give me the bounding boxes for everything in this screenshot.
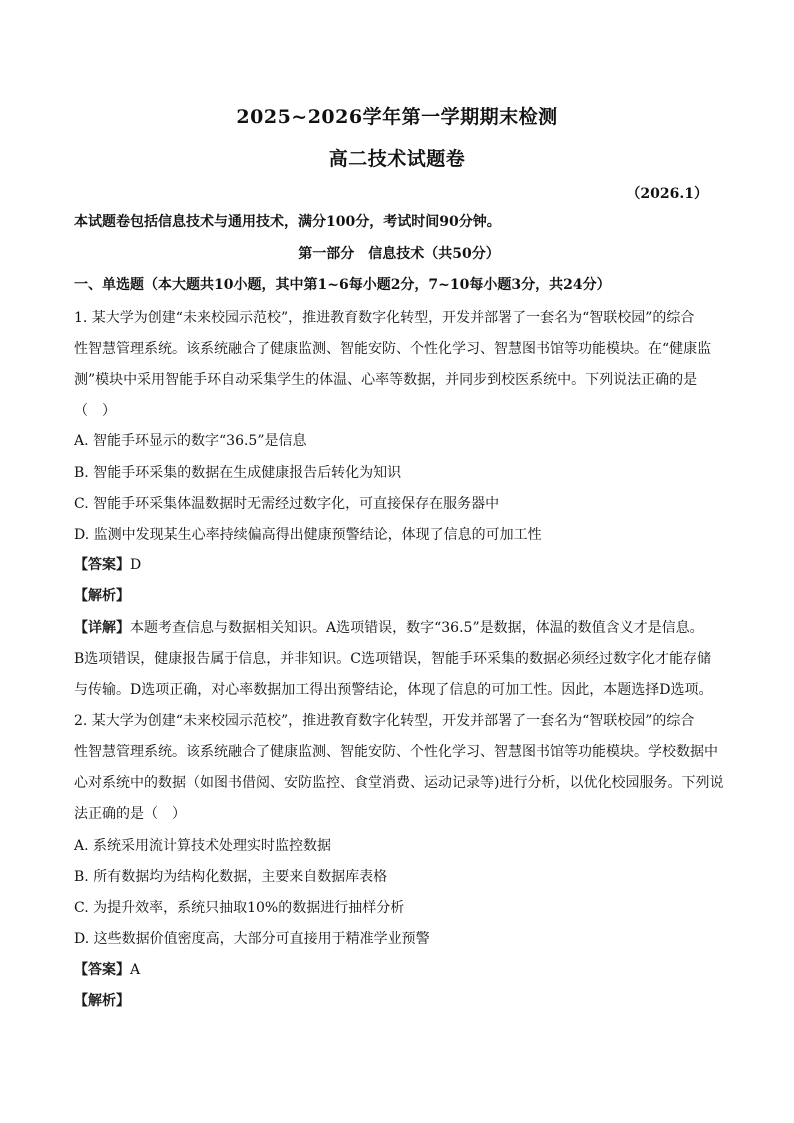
question-1-option-b: B. 智能手环采集的数据在生成健康报告后转化为知识: [74, 465, 402, 481]
analysis-label: 【解析】: [74, 993, 130, 1009]
question-2-option-c: C. 为提升效率，系统只抽取10%的数据进行抽样分析: [74, 900, 405, 916]
question-2-answer: [74, 960, 724, 980]
question-1-detail-line: B选项错误，健康报告属于信息，并非知识。C选项错误，智能手环采集的数据必须经过数字化才能存储: [74, 651, 711, 667]
question-2-option-a: A. 系统采用流计算技术处理实时监控数据: [74, 838, 332, 854]
question-2-analysis: [74, 991, 724, 1011]
answer-value: A: [130, 962, 141, 978]
question-1-stem-line: 性智慧管理系统。该系统融合了健康监测、智能安防、个性化学习、智慧图书馆等功能模块。在“健康监: [74, 341, 712, 357]
question-1-detail-line: 与传输。D选项正确，对心率数据加工得出预警结论，体现了信息的可加工性。因此，本题选择D选项。: [74, 682, 713, 698]
exam-date: （2026.1）: [626, 186, 708, 202]
question-1-option-d: D. 监测中发现某生心率持续偏高得出健康预警结论，体现了信息的可加工性: [74, 527, 542, 543]
question-1-detail-line: [74, 618, 724, 638]
question-1-option-a: A. 智能手环显示的数字“36.5”是信息: [74, 433, 307, 449]
question-1-answer: [74, 555, 724, 575]
detail-text: 本题考查信息与数据相关知识。A选项错误，数字“36.5”是数据，体温的数值含义才是信息。: [130, 620, 704, 636]
question-1-stem-line: 1. 某大学为创建“未来校园示范校”，推进教育数字化转型，开发并部署了一套名为“智联校园”的综合: [74, 310, 695, 326]
answer-label: 【答案】: [74, 962, 130, 978]
detail-label: 【详解】: [74, 620, 130, 636]
question-1-option-c: C. 智能手环采集体温数据时无需经过数字化，可直接保存在服务器中: [74, 496, 500, 512]
question-1-analysis: [74, 586, 724, 606]
answer-label: 【答案】: [74, 557, 130, 573]
question-2-stem-line: 心对系统中的数据（如图书借阅、安防监控、食堂消费、运动记录等)进行分析，以优化校园服务。下列说: [74, 775, 724, 791]
question-2-stem-line: 2. 某大学为创建“未来校园示范校”，推进教育数字化转型，开发并部署了一套名为“智联校园”的综合: [74, 713, 695, 729]
exam-intro: 本试题卷包括信息技术与通用技术，满分100分，考试时间90分钟。: [74, 214, 501, 230]
exam-title: 2025~2026学年第一学期期末检测: [236, 106, 558, 128]
section-heading: 一、单选题（本大题共10小题，其中第1~6每小题2分，7~10每小题3分，共24分）: [74, 277, 611, 293]
analysis-label: 【解析】: [74, 588, 130, 604]
question-2-stem-line: 法正确的是（ ）: [74, 806, 186, 822]
answer-value: D: [130, 557, 142, 573]
question-1-stem-line: 测”模块中采用智能手环自动采集学生的体温、心率等数据，并同步到校医系统中。下列说法正确的是: [74, 372, 698, 388]
question-2-option-d: D. 这些数据价值密度高，大部分可直接用于精准学业预警: [74, 931, 430, 947]
question-2-stem-line: 性智慧管理系统。该系统融合了健康监测、智能安防、个性化学习、智慧图书馆等功能模块。学校数据中: [74, 744, 718, 760]
question-1-stem-line: （ ）: [74, 403, 116, 419]
part-heading: 第一部分 信息技术（共50分）: [298, 246, 500, 262]
question-2-option-b: B. 所有数据均为结构化数据，主要来自数据库表格: [74, 869, 388, 885]
exam-subtitle: 高二技术试题卷: [328, 148, 466, 170]
